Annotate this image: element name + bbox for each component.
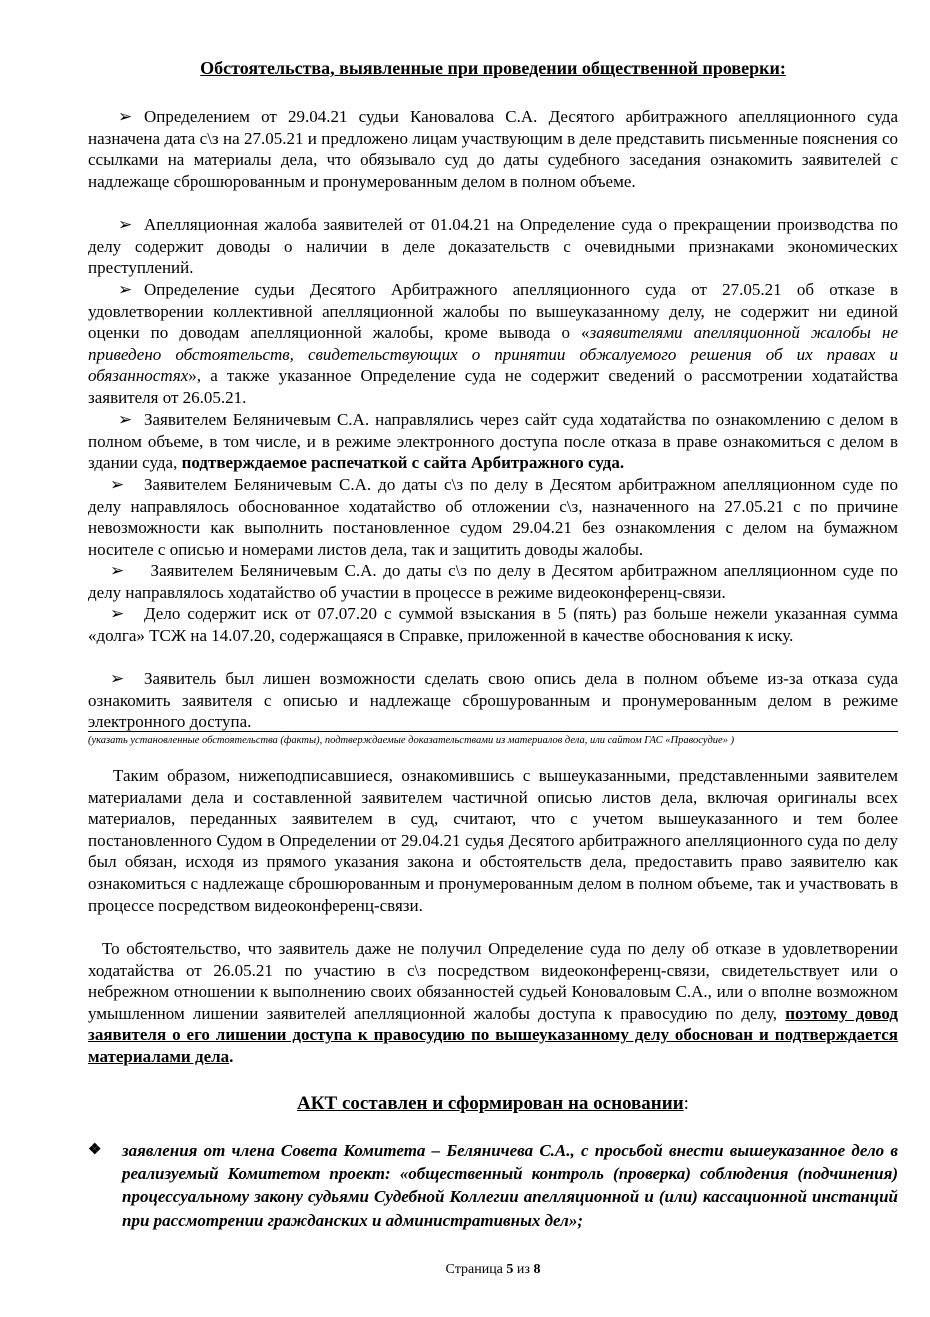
paragraph-text: . <box>229 1046 234 1066</box>
conclusion-paragraph <box>88 765 898 916</box>
arrow-bullet-icon: ➢ <box>110 669 125 688</box>
list-item-3 <box>88 279 898 409</box>
list-item-text: Определением от 29.04.21 судьи Кановалова С.А. Десятого арбитражного апелляционного суда назначена дата с\з на 27.05.21 и предложено лицам участвующим в деле представить письменные пояснения со ссылками на материалы дела, что обязывало суд до даты судебного заседания ознакомить заявителей с надлежаще сброшюрованным и пронумерованным делом в полном объеме. <box>88 107 898 191</box>
list-item-6 <box>88 560 898 603</box>
basis-item-text: заявления от члена Совета Комитета – Беляничева С.А., с просьбой внести вышеуказанное дело в реализуемый Комитетом проект: «общественный контроль (проверка) соблюдения (подчинения) процессуальному закону судьями Судебной Коллегии апелляционной и (или) кассационной инстанций при рассмотрении гражданских и административных дел»; <box>122 1141 898 1230</box>
bold-underlined-text: поэтому довод заявителя о его лишении доступа к правосудию по вышеуказанному делу обоснован и подтверждается материалами дела <box>88 1003 898 1066</box>
heading-colon: : <box>683 1093 689 1114</box>
list-item-4 <box>88 409 898 474</box>
arrow-bullet-icon: ➢ <box>118 107 133 126</box>
list-item-text: Заявителем Беляничевым С.А. до даты с\з по делу в Десятом арбитражном апелляционном суде по делу направлялось ходатайство об участии в процессе в режиме видеоконференц-связи. <box>88 561 898 602</box>
footer-label: из <box>513 1262 534 1277</box>
page-total: 8 <box>533 1262 541 1277</box>
arrow-bullet-icon: ➢ <box>118 215 133 234</box>
list-item-text: Апелляционная жалоба заявителей от 01.04.21 на Определение суда о прекращении производства по делу содержит доводы о наличии в деле доказательств с очевидными признаками экономических преступлений. <box>88 215 898 278</box>
arrow-bullet-icon: ➢ <box>118 410 133 429</box>
quoted-italic-text: заявителями апелляционной жалобы не приведено обстоятельств, свидетельствующих о принятии обжалуемого решения об их правах и обязанностях <box>88 323 898 386</box>
paragraph-text: Таким образом, нижеподписавшиеся, ознакомившись с вышеуказанными, представленными заявителем материалами дела и составленной заявителем частичной описью листов дела, включая оригиналы всех материалов, переданных заявителем в суд, считают, что с учетом вышеуказанного и тем более постановленного Судом в Определении от 29.04.21 судья Десятого арбитражного апелляционного суда по делу был обязан, исходя из прямого указания закона и обстоятельств дела, предоставить право заявителю как ознакомиться с надлежаще сброшюрованным и пронумерованным делом в полном объеме, так и участвовать в процессе посредством видеоконференц-связи. <box>88 766 898 915</box>
section-heading <box>88 58 898 79</box>
divider-line <box>88 731 898 732</box>
arrow-bullet-icon: ➢ <box>118 280 133 299</box>
list-item-7 <box>88 603 898 646</box>
list-item-1 <box>88 106 898 192</box>
footnote-hint: (указать установленные обстоятельства (факты), подтверждаемые доказательствами из материалов дела, или сайтом ГАС «Правосудие» ) <box>88 735 735 746</box>
bold-text: подтверждаемое распечаткой с сайта Арбитражного суда. <box>181 453 625 473</box>
arrow-bullet-icon: ➢ <box>110 604 125 623</box>
list-item-2 <box>88 214 898 279</box>
basis-list-item <box>88 1139 898 1232</box>
list-item-text: Заявителем Беляничевым С.А. направлялись через сайт суда ходатайства по ознакомлению с делом в полном объеме, в том числе, и в режиме электронного доступа после отказа в праве ознакомиться с делом в здании суда, <box>88 410 898 473</box>
diamond-bullet-icon: ❖ <box>88 1142 102 1158</box>
arrow-bullet-icon: ➢ <box>110 475 125 494</box>
page-footer <box>88 1262 898 1278</box>
paragraph-text: То обстоятельство, что заявитель даже не получил Определение суда по делу об отказе в удовлетворении ходатайства от 26.05.21 по участию в с\з посредством видеоконференц-связи, свидетельствует или о небрежном отношении к выполнению своих обязанностей судьей Коноваловым С.А., или о вполне возможном умышленном лишении заявителей апелляционной жалобы доступа к правосудию по делу, <box>88 939 898 1023</box>
footer-label: Страница <box>445 1262 507 1277</box>
list-item-text: Заявителем Беляничевым С.А. до даты с\з по делу в Десятом арбитражном апелляционном суде по делу направлялось обоснованное ходатайство об отложении с\з, назначенного на 27.05.21 с по причине невозможности как выполнить постановленное судом 29.04.21 без ознакомления с делом на бумажном носителе с описью и номерами листов дела, так и защитить доводы жалобы. <box>88 475 898 559</box>
list-item-8 <box>88 668 898 733</box>
act-basis-heading-text: АКТ составлен и сформирован на основании <box>297 1093 684 1114</box>
list-item-text: Дело содержит иск от 07.07.20 с суммой взыскания в 5 (пять) раз больше нежели указанная сумма «долга» ТСЖ на 14.07.20, содержащаяся в Справке, приложенной в качестве обоснования к иску. <box>88 604 898 645</box>
conclusion-paragraph-2 <box>88 938 898 1068</box>
section-heading-text: Обстоятельства, выявленные при проведении общественной проверки: <box>200 58 786 78</box>
list-item-text: », а также указанное Определение суда не содержит сведений о рассмотрении ходатайства заявителя от 26.05.21. <box>88 366 898 407</box>
arrow-bullet-icon: ➢ <box>110 561 125 580</box>
act-basis-heading <box>88 1093 898 1115</box>
page-number: 5 <box>506 1262 514 1277</box>
list-item-text: Заявитель был лишен возможности сделать свою опись дела в полном объеме из-за отказа суда ознакомить заявителя с описью и надлежаще сброшурованным и пронумерованным делом в режиме электронного доступа. <box>88 669 898 732</box>
list-item-5 <box>88 474 898 560</box>
list-item-text: Определение судьи Десятого Арбитражного апелляционного суда от 27.05.21 об отказе в удовлетворении коллективной апелляционной жалобы по вышеуказанному делу, не содержит ни единой оценки по доводам апелляционной жалобы, кроме вывода о « <box>88 280 898 343</box>
